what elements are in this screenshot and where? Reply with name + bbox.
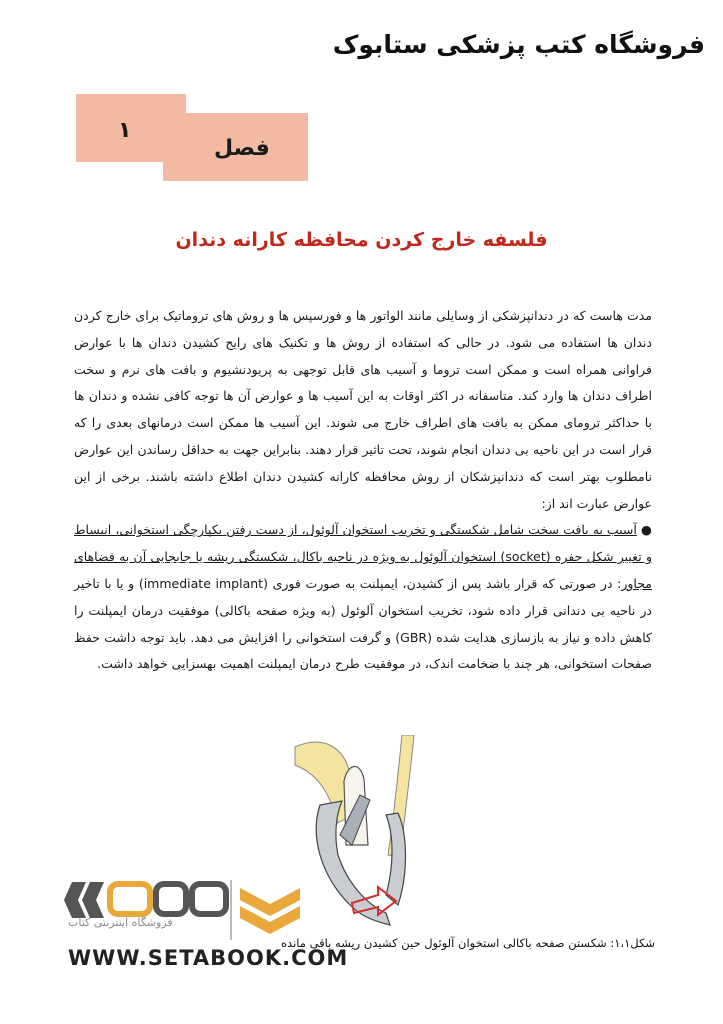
body-text <box>74 303 652 678</box>
bullet-paragraph <box>74 517 652 678</box>
logo-chevron-icon <box>240 888 300 934</box>
figure-caption: شکل۱،۱: شکستن صفحه باکالی استخوان آلوئول حین کشیدن ریشه باقی مانده <box>281 936 655 950</box>
bullet-rest-text: : در صورتی که قرار باشد پس از کشیدن، ایمپلنت به صورت فوری (immediate implant) و یا با تاخیر در ناحیه بی دندانی قرار داده شود، تخریب استخوان آلوئول (به ویژه صفحه باکالی) موفقیت درمان ایمپلنت را کاهش داده و نیاز به بازسازی هدایت شده (GBR) و گرفت استخوانی را افزایش می دهد. باید توجه داشت حفظ صفحات استخوانی، هر چند با ضخامت اندک، در موفقیت طرح درمان ایمپلنت اهمیت بهسزایی خواهد داشت. <box>74 575 653 672</box>
logo-tagline: فروشگاه اینترنتی کتاب <box>68 916 173 929</box>
bullet-underlined-text: آسیب به بافت سخت شامل شکستگی و تخریب استخوان آلوئول، از دست رفتن یکپارچگی استخوانی، انبساط و تغییر شکل حفره (socket) استخوان آلوئول به ویژه در ناحیه باکال، شکستگی ریشه یا جابجایی آن به فضاهای مجاور <box>74 522 652 591</box>
chapter-label: فصل <box>214 136 270 161</box>
chapter-number: ۱ <box>118 118 132 143</box>
logo-wordmark-icon <box>64 882 226 918</box>
section-title: فلسفه خارج کردن محافظه کارانه دندان <box>175 229 548 251</box>
intro-paragraph: مدت هاست که در دندانپزشکی از وسایلی مانند الواتور ها و فورسپس ها و روش های تروماتیک برای خارج کردن دندان ها استفاده می شود. در حالی که استفاده از روش ها و تکنیک های رایج کشیدن دندان ها با عوارض فراوانی همراه است و ممکن است تروما و آسیب های قابل توجهی به پریودنشیوم و بافت های نرم و سخت اطراف دندان ها وارد کند. متاسفانه در اکثر اوقات به این آسیب ها و عوارض آن ها توجه کافی نشده و دندان ها با حداکثر ترومای ممکن به بافت های اطراف خارج می شوند. این آسیب ها ممکن است درمانهای بعدی را که قرار است در این ناحیه بی دندان انجام شوند، تحت تاثیر قرار دهند. بنابراین جهت به حداقل رساندن این عوارض نامطلوب بهتر است که دندانپزشکان از روش محافظه کارانه کشیدن دندان اطلاع داشته باشند. برخی از این عوارض عبارت اند از: <box>74 308 652 511</box>
logo-url: WWW.SETABOOK.COM <box>68 946 349 970</box>
page-header-title: فروشگاه کتب پزشکی ستابوک <box>332 30 705 59</box>
bullet-marker: ● <box>640 522 652 538</box>
